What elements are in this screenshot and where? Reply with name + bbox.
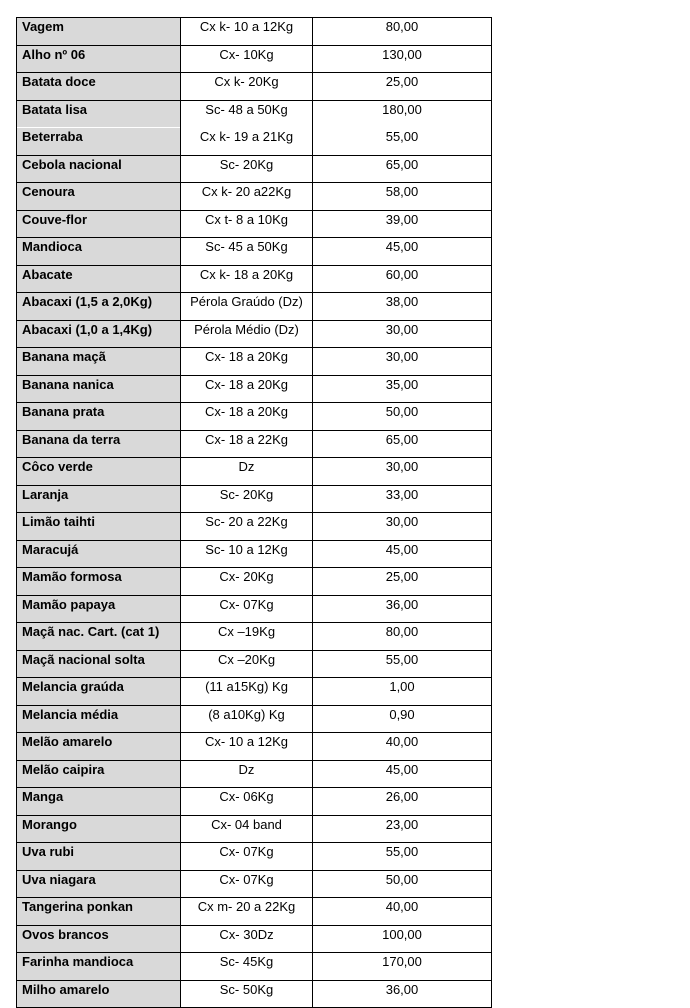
package-cell: (11 a15Kg) Kg: [181, 678, 313, 706]
price-cell: 30,00: [313, 348, 492, 376]
price-table: [16, 17, 492, 1008]
product-name-cell: Uva niagara: [17, 870, 181, 898]
product-name-cell: Melancia média: [17, 705, 181, 733]
table-row: [17, 45, 492, 73]
product-name-cell: Banana nanica: [17, 375, 181, 403]
price-cell: 30,00: [313, 458, 492, 486]
package-cell: Sc- 20 a 22Kg: [181, 513, 313, 541]
table-row: [17, 540, 492, 568]
table-row: [17, 320, 492, 348]
package-cell: Cx- 10Kg: [181, 45, 313, 73]
price-cell: 30,00: [313, 513, 492, 541]
price-cell: 1,00: [313, 678, 492, 706]
product-name-cell: Couve-flor: [17, 210, 181, 238]
product-name-cell: Laranja: [17, 485, 181, 513]
package-cell: Cx- 10 a 12Kg: [181, 733, 313, 761]
product-name-cell: Cenoura: [17, 183, 181, 211]
product-name-cell: Manga: [17, 788, 181, 816]
price-cell: 39,00: [313, 210, 492, 238]
table-row: [17, 210, 492, 238]
package-cell: Cx –19Kg: [181, 623, 313, 651]
price-cell: 65,00: [313, 155, 492, 183]
table-row: [17, 733, 492, 761]
price-cell: 55,00: [313, 843, 492, 871]
product-name-cell: Abacaxi (1,5 a 2,0Kg): [17, 293, 181, 321]
product-name-cell: Banana da terra: [17, 430, 181, 458]
table-row: [17, 128, 492, 156]
package-cell: Cx –20Kg: [181, 650, 313, 678]
package-cell: Cx k- 20Kg: [181, 73, 313, 101]
package-cell: Pérola Graúdo (Dz): [181, 293, 313, 321]
price-cell: 55,00: [313, 650, 492, 678]
package-cell: Cx- 07Kg: [181, 595, 313, 623]
price-cell: 25,00: [313, 568, 492, 596]
table-row: [17, 183, 492, 211]
product-name-cell: Batata lisa: [17, 100, 181, 128]
price-cell: 55,00: [313, 128, 492, 156]
product-name-cell: Milho amarelo: [17, 980, 181, 1008]
package-cell: Cx- 04 band: [181, 815, 313, 843]
table-row: [17, 843, 492, 871]
table-row: [17, 568, 492, 596]
price-cell: 40,00: [313, 898, 492, 926]
price-cell: 45,00: [313, 540, 492, 568]
price-cell: 26,00: [313, 788, 492, 816]
table-row: [17, 788, 492, 816]
product-name-cell: Melão caipira: [17, 760, 181, 788]
price-cell: 180,00: [313, 100, 492, 128]
table-row: [17, 100, 492, 128]
package-cell: Cx- 07Kg: [181, 843, 313, 871]
package-cell: (8 a10Kg) Kg: [181, 705, 313, 733]
price-cell: 50,00: [313, 403, 492, 431]
product-name-cell: Vagem: [17, 18, 181, 46]
table-row: [17, 155, 492, 183]
product-name-cell: Abacaxi (1,0 a 1,4Kg): [17, 320, 181, 348]
product-name-cell: Cebola nacional: [17, 155, 181, 183]
table-row: [17, 595, 492, 623]
price-cell: 36,00: [313, 595, 492, 623]
table-row: [17, 678, 492, 706]
price-cell: 33,00: [313, 485, 492, 513]
package-cell: Cx k- 19 a 21Kg: [181, 128, 313, 156]
table-row: [17, 980, 492, 1008]
package-cell: Cx- 06Kg: [181, 788, 313, 816]
table-row: [17, 293, 492, 321]
product-name-cell: Uva rubi: [17, 843, 181, 871]
product-name-cell: Morango: [17, 815, 181, 843]
table-row: [17, 18, 492, 46]
table-row: [17, 623, 492, 651]
package-cell: Cx- 18 a 20Kg: [181, 403, 313, 431]
package-cell: Sc- 20Kg: [181, 155, 313, 183]
product-name-cell: Limão taihti: [17, 513, 181, 541]
price-cell: 40,00: [313, 733, 492, 761]
price-cell: 30,00: [313, 320, 492, 348]
price-cell: 50,00: [313, 870, 492, 898]
product-name-cell: Ovos brancos: [17, 925, 181, 953]
package-cell: Cx t- 8 a 10Kg: [181, 210, 313, 238]
package-cell: Cx- 18 a 20Kg: [181, 348, 313, 376]
price-cell: 58,00: [313, 183, 492, 211]
product-name-cell: Côco verde: [17, 458, 181, 486]
package-cell: Sc- 45Kg: [181, 953, 313, 981]
package-cell: Cx m- 20 a 22Kg: [181, 898, 313, 926]
product-name-cell: Maracujá: [17, 540, 181, 568]
package-cell: Dz: [181, 458, 313, 486]
price-cell: 100,00: [313, 925, 492, 953]
table-row: [17, 513, 492, 541]
price-cell: 80,00: [313, 18, 492, 46]
table-row: [17, 925, 492, 953]
package-cell: Sc- 48 a 50Kg: [181, 100, 313, 128]
table-row: [17, 375, 492, 403]
price-cell: 170,00: [313, 953, 492, 981]
price-cell: 80,00: [313, 623, 492, 651]
price-cell: 36,00: [313, 980, 492, 1008]
price-cell: 45,00: [313, 238, 492, 266]
package-cell: Cx- 30Dz: [181, 925, 313, 953]
product-name-cell: Mamão papaya: [17, 595, 181, 623]
table-row: [17, 238, 492, 266]
table-row: [17, 430, 492, 458]
package-cell: Sc- 10 a 12Kg: [181, 540, 313, 568]
product-name-cell: Abacate: [17, 265, 181, 293]
package-cell: Cx k- 10 a 12Kg: [181, 18, 313, 46]
package-cell: Cx- 18 a 22Kg: [181, 430, 313, 458]
table-row: [17, 815, 492, 843]
product-name-cell: Beterraba: [17, 128, 181, 156]
product-name-cell: Tangerina ponkan: [17, 898, 181, 926]
table-row: [17, 265, 492, 293]
table-row: [17, 403, 492, 431]
product-name-cell: Melão amarelo: [17, 733, 181, 761]
product-name-cell: Alho nº 06: [17, 45, 181, 73]
package-cell: Cx- 20Kg: [181, 568, 313, 596]
table-row: [17, 870, 492, 898]
price-cell: 38,00: [313, 293, 492, 321]
product-name-cell: Batata doce: [17, 73, 181, 101]
product-name-cell: Banana prata: [17, 403, 181, 431]
package-cell: Cx k- 18 a 20Kg: [181, 265, 313, 293]
product-name-cell: Maçã nacional solta: [17, 650, 181, 678]
product-name-cell: Banana maçã: [17, 348, 181, 376]
product-name-cell: Farinha mandioca: [17, 953, 181, 981]
price-cell: 65,00: [313, 430, 492, 458]
table-row: [17, 760, 492, 788]
package-cell: Cx- 18 a 20Kg: [181, 375, 313, 403]
price-table-body: [17, 18, 492, 1008]
table-row: [17, 458, 492, 486]
package-cell: Pérola Médio (Dz): [181, 320, 313, 348]
price-cell: 0,90: [313, 705, 492, 733]
package-cell: Sc- 45 a 50Kg: [181, 238, 313, 266]
table-row: [17, 953, 492, 981]
package-cell: Cx- 07Kg: [181, 870, 313, 898]
table-row: [17, 73, 492, 101]
package-cell: Sc- 20Kg: [181, 485, 313, 513]
product-name-cell: Mamão formosa: [17, 568, 181, 596]
price-cell: 23,00: [313, 815, 492, 843]
price-cell: 60,00: [313, 265, 492, 293]
price-cell: 45,00: [313, 760, 492, 788]
table-row: [17, 898, 492, 926]
package-cell: Dz: [181, 760, 313, 788]
table-row: [17, 485, 492, 513]
table-row: [17, 650, 492, 678]
table-row: [17, 705, 492, 733]
product-name-cell: Maçã nac. Cart. (cat 1): [17, 623, 181, 651]
product-name-cell: Mandioca: [17, 238, 181, 266]
price-cell: 25,00: [313, 73, 492, 101]
price-cell: 35,00: [313, 375, 492, 403]
table-row: [17, 348, 492, 376]
package-cell: Sc- 50Kg: [181, 980, 313, 1008]
package-cell: Cx k- 20 a22Kg: [181, 183, 313, 211]
product-name-cell: Melancia graúda: [17, 678, 181, 706]
price-cell: 130,00: [313, 45, 492, 73]
